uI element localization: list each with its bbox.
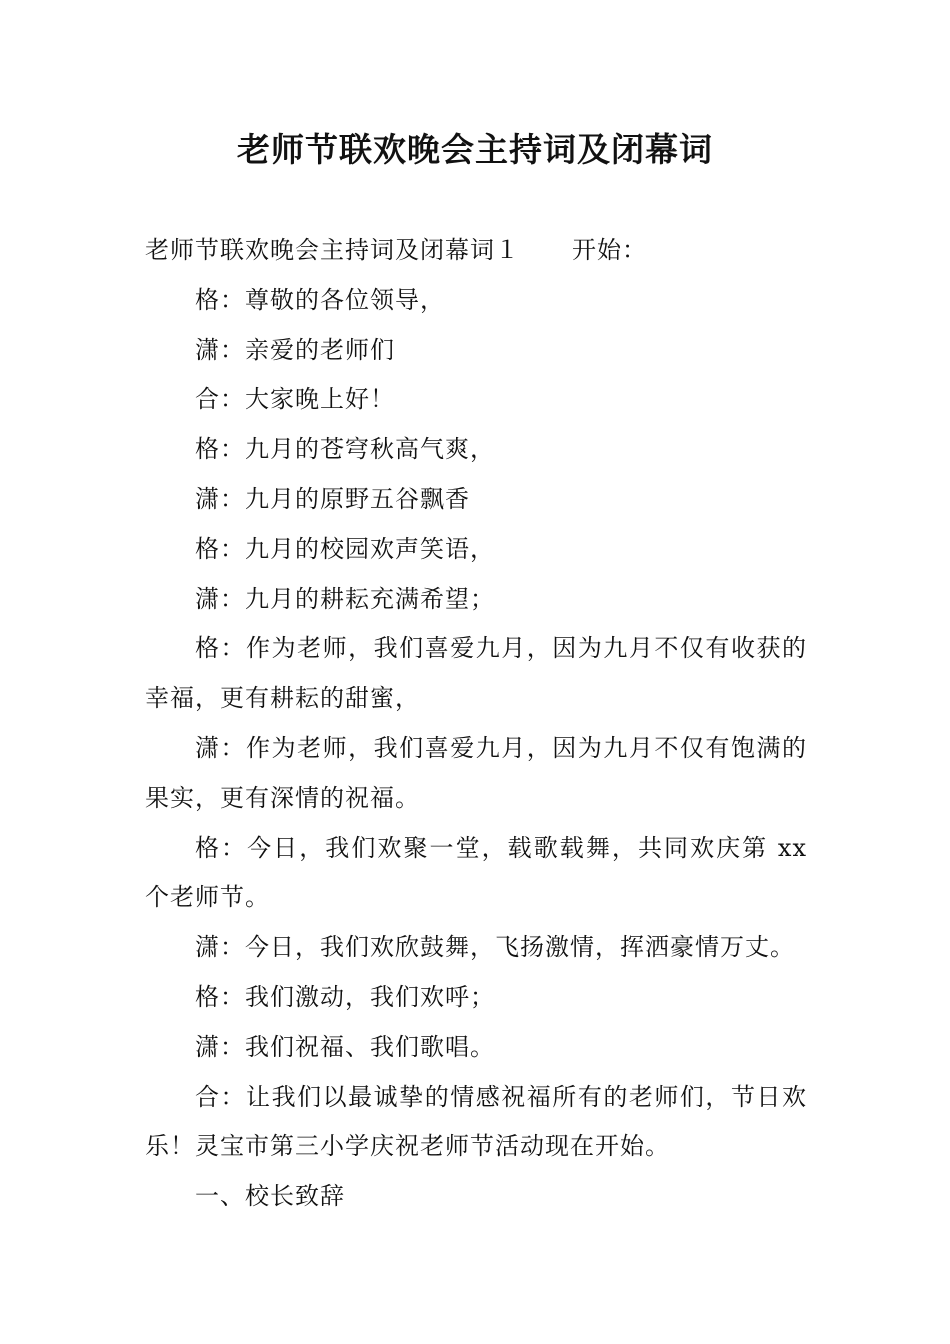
paragraph: 格：作为老师，我们喜爱九月，因为九月不仅有收获的幸福，更有耕耘的甜蜜， <box>145 634 807 713</box>
paragraph: 潇：九月的原野五谷飘香 <box>195 484 470 513</box>
paragraph: 潇：我们祝福、我们歌唱。 <box>195 1032 495 1061</box>
paragraph: 潇：九月的耕耘充满希望； <box>195 584 495 613</box>
paragraph: 格：今日，我们欢聚一堂，载歌载舞，共同欢庆第 xx 个老师节。 <box>145 833 807 912</box>
section-heading: 一、校长致辞 <box>195 1182 345 1211</box>
paragraph: 格：我们激动，我们欢呼； <box>195 982 495 1011</box>
paragraph: 潇：作为老师，我们喜爱九月，因为九月不仅有饱满的果实，更有深情的祝福。 <box>145 733 807 812</box>
document-body <box>145 226 807 1222</box>
paragraph: 合：让我们以最诚挚的情感祝福所有的老师们，节日欢乐！灵宝市第三小学庆祝老师节活动现在开始。 <box>145 1082 807 1161</box>
paragraph: 潇：今日，我们欢欣鼓舞，飞扬激情，挥洒豪情万丈。 <box>195 933 795 962</box>
paragraph: 潇：亲爱的老师们 <box>195 335 395 364</box>
intro-heading: 老师节联欢晚会主持词及闭幕词１ <box>145 236 520 264</box>
intro-line <box>145 226 807 276</box>
paragraph: 合：大家晚上好！ <box>195 385 395 414</box>
paragraph: 格：九月的校园欢声笑语， <box>195 534 495 563</box>
paragraph: 格：尊敬的各位领导， <box>195 285 445 314</box>
document-title: 老师节联欢晚会主持词及闭幕词 <box>237 130 713 169</box>
intro-start: 开始： <box>572 236 647 264</box>
paragraph: 格：九月的苍穹秋高气爽， <box>195 435 495 464</box>
